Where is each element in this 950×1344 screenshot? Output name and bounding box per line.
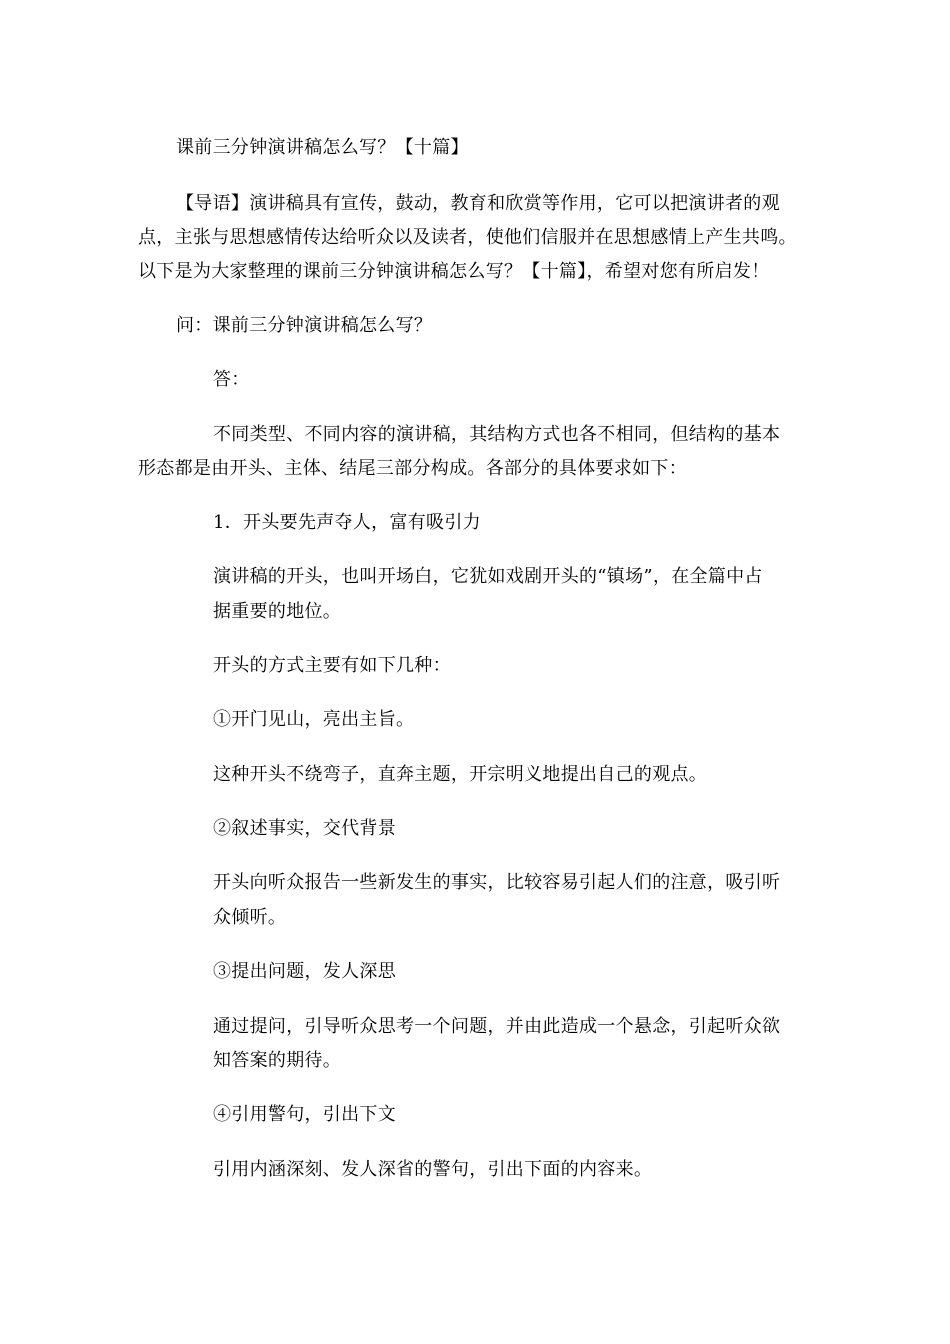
method-4-title: ④引用警句，引出下文: [213, 1104, 396, 1125]
opening-para-line-1: 演讲稿的开头，也叫开场白，它犹如戏剧开头的“镇场”，在全篇中占: [213, 566, 763, 587]
structure-para-line-1: 不同类型、不同内容的演讲稿，其结构方式也各不相同，但结构的基本: [213, 424, 781, 445]
intro-line-1: 【导语】演讲稿具有宣传，鼓动，教育和欣赏等作用，它可以把演讲者的观: [176, 193, 780, 214]
method-4-desc: 引用内涵深刻、发人深省的警句，引出下面的内容来。: [213, 1159, 653, 1180]
method-3-desc-line-2: 知答案的期待。: [213, 1050, 342, 1071]
opening-para-line-2: 据重要的地位。: [213, 601, 342, 622]
method-2-desc-line-2: 众倾听。: [213, 907, 287, 928]
methods-intro: 开头的方式主要有如下几种：: [213, 655, 451, 676]
method-2-title: ②叙述事实，交代背景: [213, 818, 396, 839]
method-1-title: ①开门见山，亮出主旨。: [213, 709, 415, 730]
section-heading-1: 1．开头要先声夺人，富有吸引力: [213, 512, 481, 533]
intro-line-2: 点，主张与思想感情传达给听众以及读者，使他们信服并在思想感情上产生共鸣。: [138, 227, 797, 248]
question-text: 问：课前三分钟演讲稿怎么写？: [176, 315, 433, 336]
structure-para-line-2: 形态都是由开头、主体、结尾三部分构成。各部分的具体要求如下：: [138, 458, 687, 479]
answer-label: 答：: [213, 369, 250, 390]
document-title: 课前三分钟演讲稿怎么写？【十篇】: [176, 137, 469, 158]
method-2-desc-line-1: 开头向听众报告一些新发生的事实，比较容易引起人们的注意，吸引听: [213, 872, 781, 893]
method-1-desc: 这种开头不绕弯子，直奔主题，开宗明义地提出自己的观点。: [213, 764, 708, 785]
intro-line-3: 以下是为大家整理的课前三分钟演讲稿怎么写？【十篇】，希望对您有所启发！: [138, 261, 770, 282]
method-3-desc-line-1: 通过提问，引导听众思考一个问题，并由此造成一个悬念，引起听众欲: [213, 1016, 781, 1037]
method-3-title: ③提出问题，发人深思: [213, 961, 396, 982]
